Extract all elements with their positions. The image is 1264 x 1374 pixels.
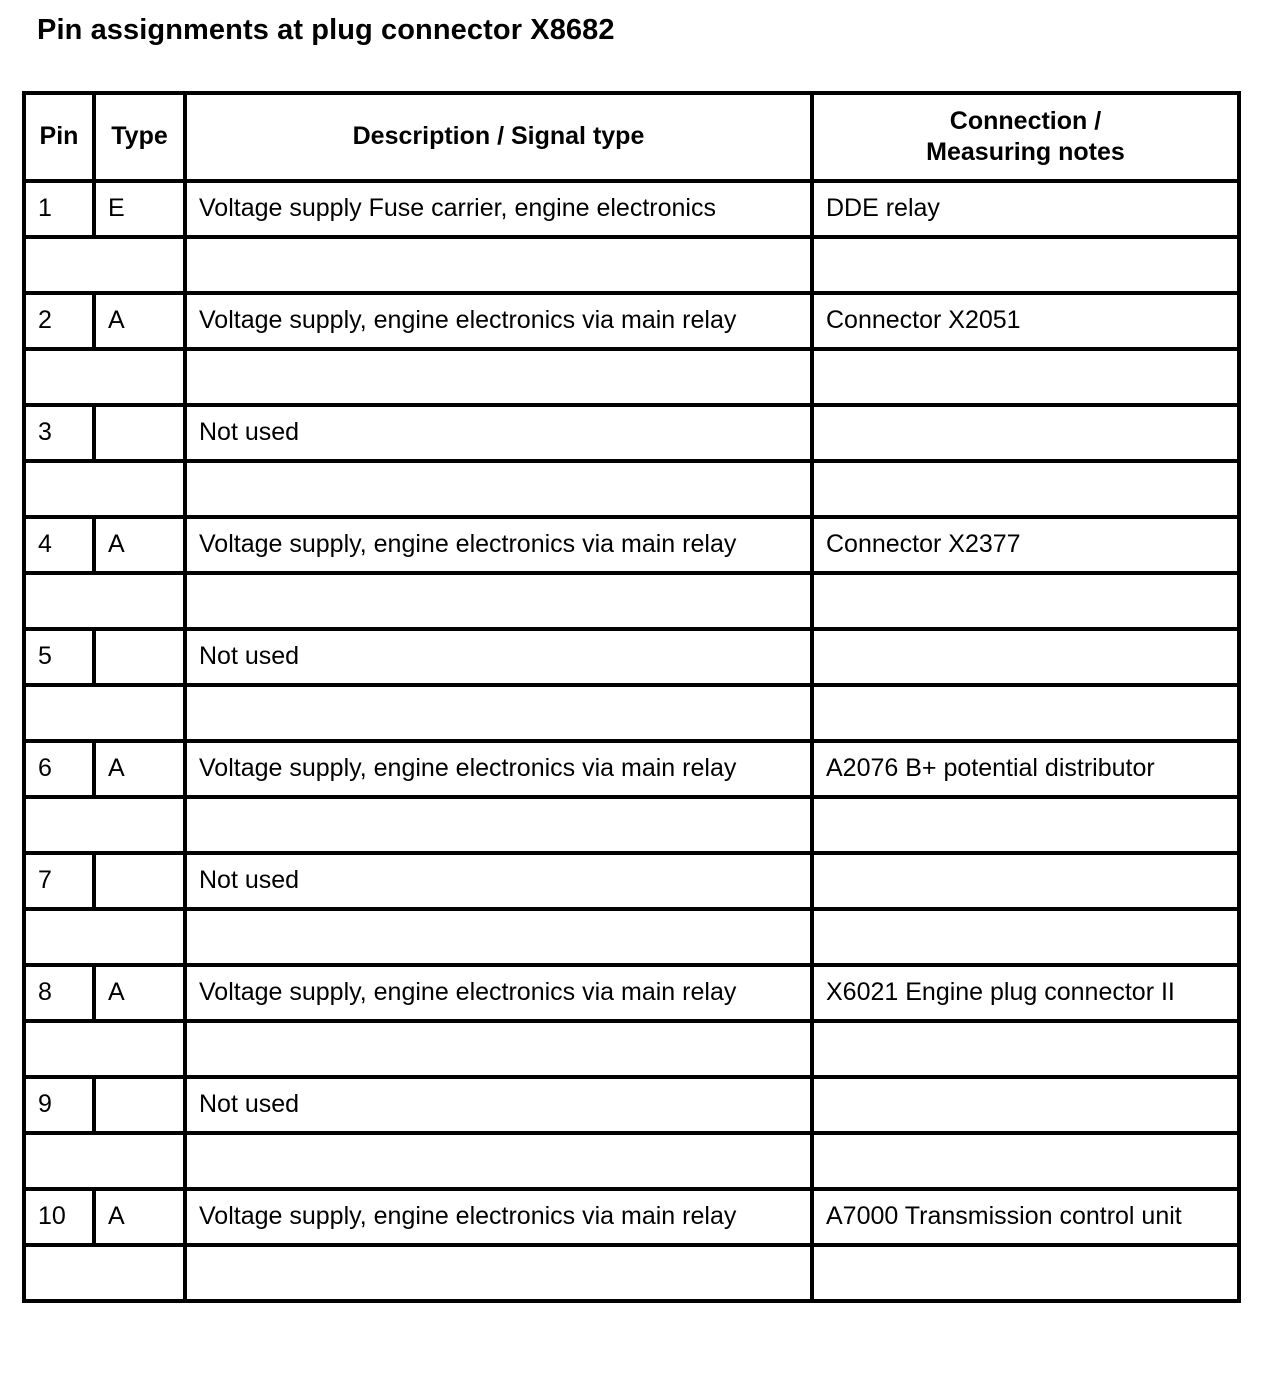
header-connection-line1: Connection /	[949, 106, 1102, 135]
spacer-row	[24, 797, 1239, 853]
description-cell: Voltage supply, engine electronics via main relay	[185, 965, 812, 1021]
pin-cell: 6	[24, 741, 94, 797]
description-cell: Voltage supply, engine electronics via main relay	[185, 1189, 812, 1245]
pin-cell: 3	[24, 405, 94, 461]
spacer-row	[24, 685, 1239, 741]
spacer-row	[24, 237, 1239, 293]
spacer-cell	[812, 909, 1239, 965]
table-row	[24, 629, 1239, 685]
pin-cell: 9	[24, 1077, 94, 1133]
type-cell	[94, 629, 185, 685]
connection-cell	[812, 853, 1239, 909]
connection-cell	[812, 405, 1239, 461]
type-cell: A	[94, 1189, 185, 1245]
header-connection	[812, 93, 1239, 181]
pin-cell: 10	[24, 1189, 94, 1245]
connection-cell	[812, 629, 1239, 685]
type-cell: A	[94, 293, 185, 349]
connection-cell: Connector X2051	[812, 293, 1239, 349]
spacer-cell	[185, 685, 812, 741]
spacer-cell	[185, 797, 812, 853]
pin-cell: 8	[24, 965, 94, 1021]
description-cell: Voltage supply, engine electronics via main relay	[185, 741, 812, 797]
spacer-cell	[24, 909, 185, 965]
spacer-row	[24, 1021, 1239, 1077]
connection-cell: DDE relay	[812, 181, 1239, 237]
spacer-row	[24, 461, 1239, 517]
connection-cell: X6021 Engine plug connector II	[812, 965, 1239, 1021]
spacer-row	[24, 909, 1239, 965]
spacer-cell	[24, 1021, 185, 1077]
spacer-cell	[185, 461, 812, 517]
spacer-row	[24, 573, 1239, 629]
description-cell: Not used	[185, 629, 812, 685]
header-connection-line2: Measuring notes	[926, 138, 1125, 166]
spacer-cell	[185, 1021, 812, 1077]
spacer-cell	[24, 685, 185, 741]
header-description: Description / Signal type	[185, 93, 812, 181]
spacer-cell	[24, 1245, 185, 1301]
pin-cell: 5	[24, 629, 94, 685]
type-cell: A	[94, 517, 185, 573]
description-cell: Not used	[185, 853, 812, 909]
description-cell: Voltage supply, engine electronics via main relay	[185, 293, 812, 349]
connection-cell	[812, 1077, 1239, 1133]
type-cell: A	[94, 741, 185, 797]
spacer-cell	[812, 237, 1239, 293]
description-cell: Voltage supply Fuse carrier, engine electronics	[185, 181, 812, 237]
type-cell	[94, 405, 185, 461]
spacer-cell	[812, 1021, 1239, 1077]
pin-assignment-table	[22, 91, 1241, 1303]
table-row	[24, 965, 1239, 1021]
spacer-row	[24, 1245, 1239, 1301]
pin-cell: 7	[24, 853, 94, 909]
spacer-cell	[24, 349, 185, 405]
spacer-cell	[812, 461, 1239, 517]
table-row	[24, 853, 1239, 909]
page-title: Pin assignments at plug connector X8682	[37, 14, 615, 46]
connection-cell: Connector X2377	[812, 517, 1239, 573]
spacer-cell	[185, 1245, 812, 1301]
table-header-row	[24, 93, 1239, 181]
pin-cell: 2	[24, 293, 94, 349]
table-row	[24, 405, 1239, 461]
spacer-cell	[24, 461, 185, 517]
header-pin: Pin	[24, 93, 94, 181]
spacer-cell	[24, 237, 185, 293]
spacer-cell	[24, 797, 185, 853]
type-cell	[94, 1077, 185, 1133]
description-cell: Not used	[185, 1077, 812, 1133]
table-row	[24, 181, 1239, 237]
description-cell: Not used	[185, 405, 812, 461]
spacer-cell	[185, 237, 812, 293]
spacer-cell	[812, 797, 1239, 853]
spacer-cell	[185, 909, 812, 965]
type-cell	[94, 853, 185, 909]
table-row	[24, 1189, 1239, 1245]
spacer-cell	[812, 1133, 1239, 1189]
spacer-cell	[185, 349, 812, 405]
spacer-row	[24, 1133, 1239, 1189]
table-row	[24, 517, 1239, 573]
spacer-cell	[185, 573, 812, 629]
header-type: Type	[94, 93, 185, 181]
spacer-cell	[812, 1245, 1239, 1301]
spacer-cell	[24, 1133, 185, 1189]
spacer-cell	[812, 573, 1239, 629]
table-row	[24, 741, 1239, 797]
connection-cell: A2076 B+ potential distributor	[812, 741, 1239, 797]
description-cell: Voltage supply, engine electronics via main relay	[185, 517, 812, 573]
table-row	[24, 293, 1239, 349]
spacer-cell	[185, 1133, 812, 1189]
spacer-row	[24, 349, 1239, 405]
pin-cell: 4	[24, 517, 94, 573]
spacer-cell	[812, 349, 1239, 405]
spacer-cell	[24, 573, 185, 629]
type-cell: A	[94, 965, 185, 1021]
table-row	[24, 1077, 1239, 1133]
spacer-cell	[812, 685, 1239, 741]
table-body	[24, 181, 1239, 1301]
connection-cell: A7000 Transmission control unit	[812, 1189, 1239, 1245]
pin-cell: 1	[24, 181, 94, 237]
type-cell: E	[94, 181, 185, 237]
